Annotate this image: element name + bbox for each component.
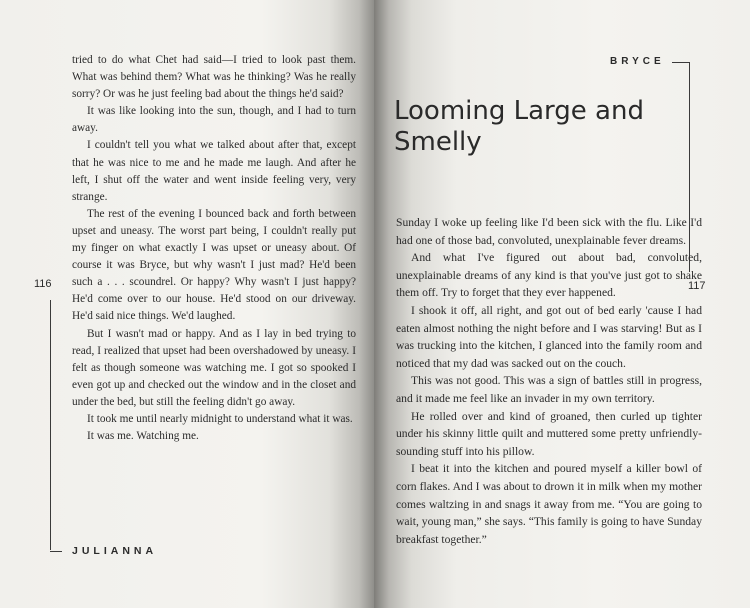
left-paragraph: It was like looking into the sun, though, and I had to turn away. xyxy=(72,105,356,135)
right-header-rule xyxy=(672,62,690,63)
right-page xyxy=(374,0,750,608)
left-page-body xyxy=(72,52,356,445)
left-margin-rule xyxy=(50,300,51,550)
left-footer-rule xyxy=(50,551,62,552)
left-paragraph: I couldn't tell you what we talked about after that, except that he was nice to me and he made me laugh. And after he left, I shut off the water and went inside feeling very, very strange. xyxy=(72,139,356,203)
chapter-title: Looming Large and Smelly xyxy=(394,96,644,157)
right-paragraph: Sunday I woke up feeling like I'd been sick with the flu. Like I'd had one of those bad, convoluted, unexplainable fever dreams. xyxy=(396,216,702,247)
right-running-head: BRYCE xyxy=(610,56,665,67)
right-paragraph: I shook it off, all right, and got out of bed early 'cause I had eaten almost nothing the night before and I was starving! But as I was trucking into the kitchen, I glanced into the family room and noticed that my dad was sacked out on the couch. xyxy=(396,303,702,370)
left-page xyxy=(0,0,374,608)
left-paragraph: But I wasn't mad or happy. And as I lay in bed trying to read, I realized that upset had been overshadowed by uneasy. I felt as though someone was watching me. I got so spooked I even got up and checked out the window and in the closet and under the bed, but still the feeling didn't go away. xyxy=(72,327,356,408)
right-page-body xyxy=(396,214,702,548)
right-page-number: 117 xyxy=(688,280,706,292)
right-paragraph: He rolled over and kind of groaned, then curled up tighter under his skinny little quilt and muttered some pretty unfriendly-sounding stuff into his pillow. xyxy=(396,409,702,458)
right-paragraph: And what I've figured out about bad, convoluted, unexplainable dreams of any kind is that you've just got to shake them off. Try to forget that they ever happened. xyxy=(396,251,702,300)
right-paragraph: This was not good. This was a sign of battles still in progress, and it made me feel like an invader in my own territory. xyxy=(396,374,702,405)
right-paragraph: I beat it into the kitchen and poured myself a killer bowl of corn flakes. And I was about to drown it in milk when my mother comes waltzing in and snags it away from me. “You are going to wait, young man,” she says. “This family is going to have Sunday breakfast together.” xyxy=(396,462,702,546)
left-paragraph: The rest of the evening I bounced back and forth between upset and uneasy. The worst part being, I couldn't really put my finger on what exactly I was upset or uneasy about. Of course it was Bryce, but why wasn't I just mad? He'd been such a . . . scoundrel. Or happy? Why wasn't I just happy? He'd come over to our house. He'd stood on our driveway. He'd said nice things. We'd laughed. xyxy=(72,207,356,323)
left-paragraph: It was me. Watching me. xyxy=(87,430,199,443)
left-running-head: JULIANNA xyxy=(72,545,158,557)
left-paragraph: tried to do what Chet had said—I tried to look past them. What was behind them? What was he thinking? Was he really sorry? Or was he just feeling bad about the things he'd said? xyxy=(72,54,356,101)
left-page-number: 116 xyxy=(34,278,52,290)
left-paragraph: It took me until nearly midnight to understand what it was. xyxy=(87,412,353,425)
